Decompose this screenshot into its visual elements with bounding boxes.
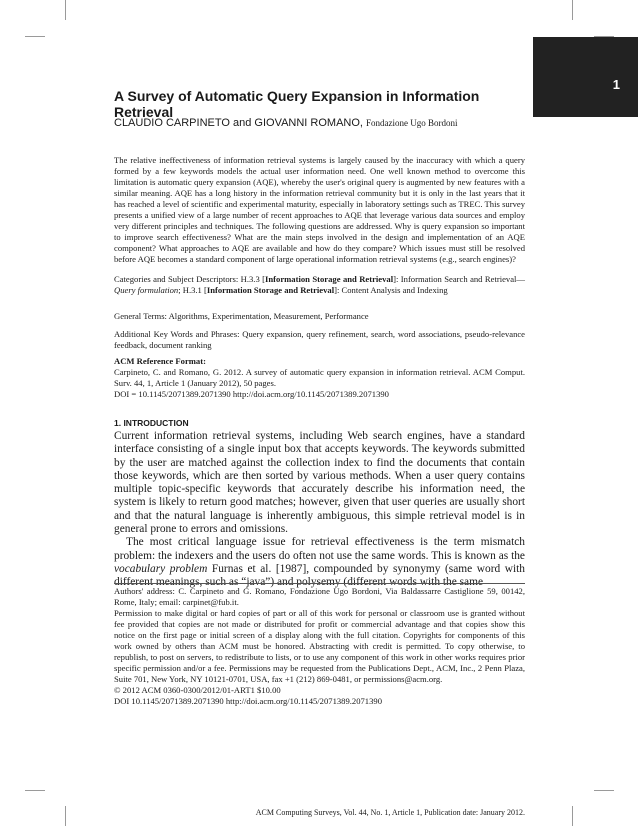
author-affiliation: Fondazione Ugo Bordoni bbox=[366, 118, 458, 128]
footnotes bbox=[114, 586, 525, 707]
paper-title: A Survey of Automatic Query Expansion in Information Retrieval bbox=[114, 88, 480, 120]
footnote-address: Authors' address: C. Carpineto and G. Romano, Fondazione Ugo Bordoni, Via Baldassarre Castiglione 59, 00142, Rome, Italy; email: carpinet@fub.it. bbox=[114, 586, 525, 607]
acm-reference-heading: ACM Reference Format: bbox=[114, 356, 206, 366]
keywords: Additional Key Words and Phrases: Query expansion, query refinement, search, word associations, pseudo-relevance feedback, document ranking bbox=[114, 329, 525, 350]
introduction-body bbox=[114, 430, 525, 590]
author-line bbox=[114, 117, 534, 129]
general-terms: General Terms: Algorithms, Experimentation, Measurement, Performance bbox=[114, 311, 369, 321]
crop-mark bbox=[25, 790, 45, 791]
page-number: 1 bbox=[612, 77, 620, 92]
footnote-copyright: © 2012 ACM 0360-0300/2012/01-ART1 $10.00 bbox=[114, 685, 281, 695]
section-heading: 1. INTRODUCTION bbox=[114, 418, 189, 428]
acm-reference bbox=[114, 356, 525, 400]
abstract: The relative ineffectiveness of information retrieval systems is largely caused by the inaccuracy with which a query formed by a few keywords models the actual user information need. One well known method to overcome this limitation is automatic query expansion (AQE), whereby the user's original query is augmented by new features with a similar meaning. AQE has a long history in the information retrieval community but it is only in the last years that it has reached a level of scientific and experimental maturity, especially in laboratory settings such as TREC. This survey presents a unified view of a large number of recent approaches to AQE that leverage various data sources and employ very different principles and techniques. The following questions are addressed. Why is query expansion so important to improve search effectiveness? What are the main steps involved in the design and implementation of an AQE component? What approaches to AQE are available and how do they compare? Which issues must still be resolved before AQE becomes a standard component of large operational information retrieval systems (e.g., search engines)? bbox=[114, 155, 525, 264]
intro-paragraph: Current information retrieval systems, including Web search engines, have a standard interface consisting of a single input box that accepts keywords. The keywords submitted by the user are matched against the collection index to find the documents that contain those keywords, which are then sorted by various methods. When a user query contains multiple topic-specific keywords that accurately describe his information need, the system is likely to return good matches; however, given that user queries are usually short and that the natural language is inherently ambiguous, this simple retrieval model is in general prone to errors and omissions. bbox=[114, 430, 525, 536]
page-number-tab bbox=[533, 37, 638, 117]
crop-mark bbox=[65, 0, 66, 20]
crop-mark bbox=[25, 36, 45, 37]
categories-descriptors: Categories and Subject Descriptors: H.3.3 [Information Storage and Retrieval]: Information Search and Retrieval—Query formulation; H.3.1 [Information Storage and Retrieval]: Content Analysis and Indexing bbox=[114, 274, 525, 295]
acm-reference-doi: DOI = 10.1145/2071389.2071390 http://doi.acm.org/10.1145/2071389.2071390 bbox=[114, 389, 389, 399]
footnote-permission: Permission to make digital or hard copies of part or all of this work for personal or classroom use is granted without fee provided that copies are not made or distributed for profit or commercial advantage and that copies show this notice on the first page or initial screen of a display along with the full citation. Copyrights for components of this work owned by others than ACM must be honored. Abstracting with credit is permitted. To copy otherwise, to republish, to post on servers, to redistribute to lists, or to use any component of this work in other works requires prior specific permission and/or a fee. Permissions may be requested from the Publications Dept., ACM, Inc., 2 Penn Plaza, Suite 701, New York, NY 10121-0701, USA, fax +1 (212) 869-0481, or permissions@acm.org. bbox=[114, 608, 525, 684]
footnote-rule bbox=[114, 583, 525, 584]
footnote-doi: DOI 10.1145/2071389.2071390 http://doi.acm.org/10.1145/2071389.2071390 bbox=[114, 696, 382, 706]
acm-reference-text: Carpineto, C. and Romano, G. 2012. A survey of automatic query expansion in information retrieval. ACM Comput. Surv. 44, 1, Article 1 (January 2012), 50 pages. bbox=[114, 367, 525, 388]
intro-paragraph: The most critical language issue for retrieval effectiveness is the term mismatch problem: the indexers and the users do often not use the same words. This is known as the vocabulary problem Furnas et al. [1987], compounded by synonymy (same word with bbox=[114, 536, 525, 575]
crop-mark bbox=[65, 806, 66, 826]
page-footer: ACM Computing Surveys, Vol. 44, No. 1, Article 1, Publication date: January 2012. bbox=[255, 808, 525, 817]
crop-mark bbox=[572, 806, 573, 826]
crop-mark bbox=[572, 0, 573, 20]
author-names: CLAUDIO CARPINETO and GIOVANNI ROMANO, bbox=[114, 117, 363, 129]
crop-mark bbox=[594, 790, 614, 791]
